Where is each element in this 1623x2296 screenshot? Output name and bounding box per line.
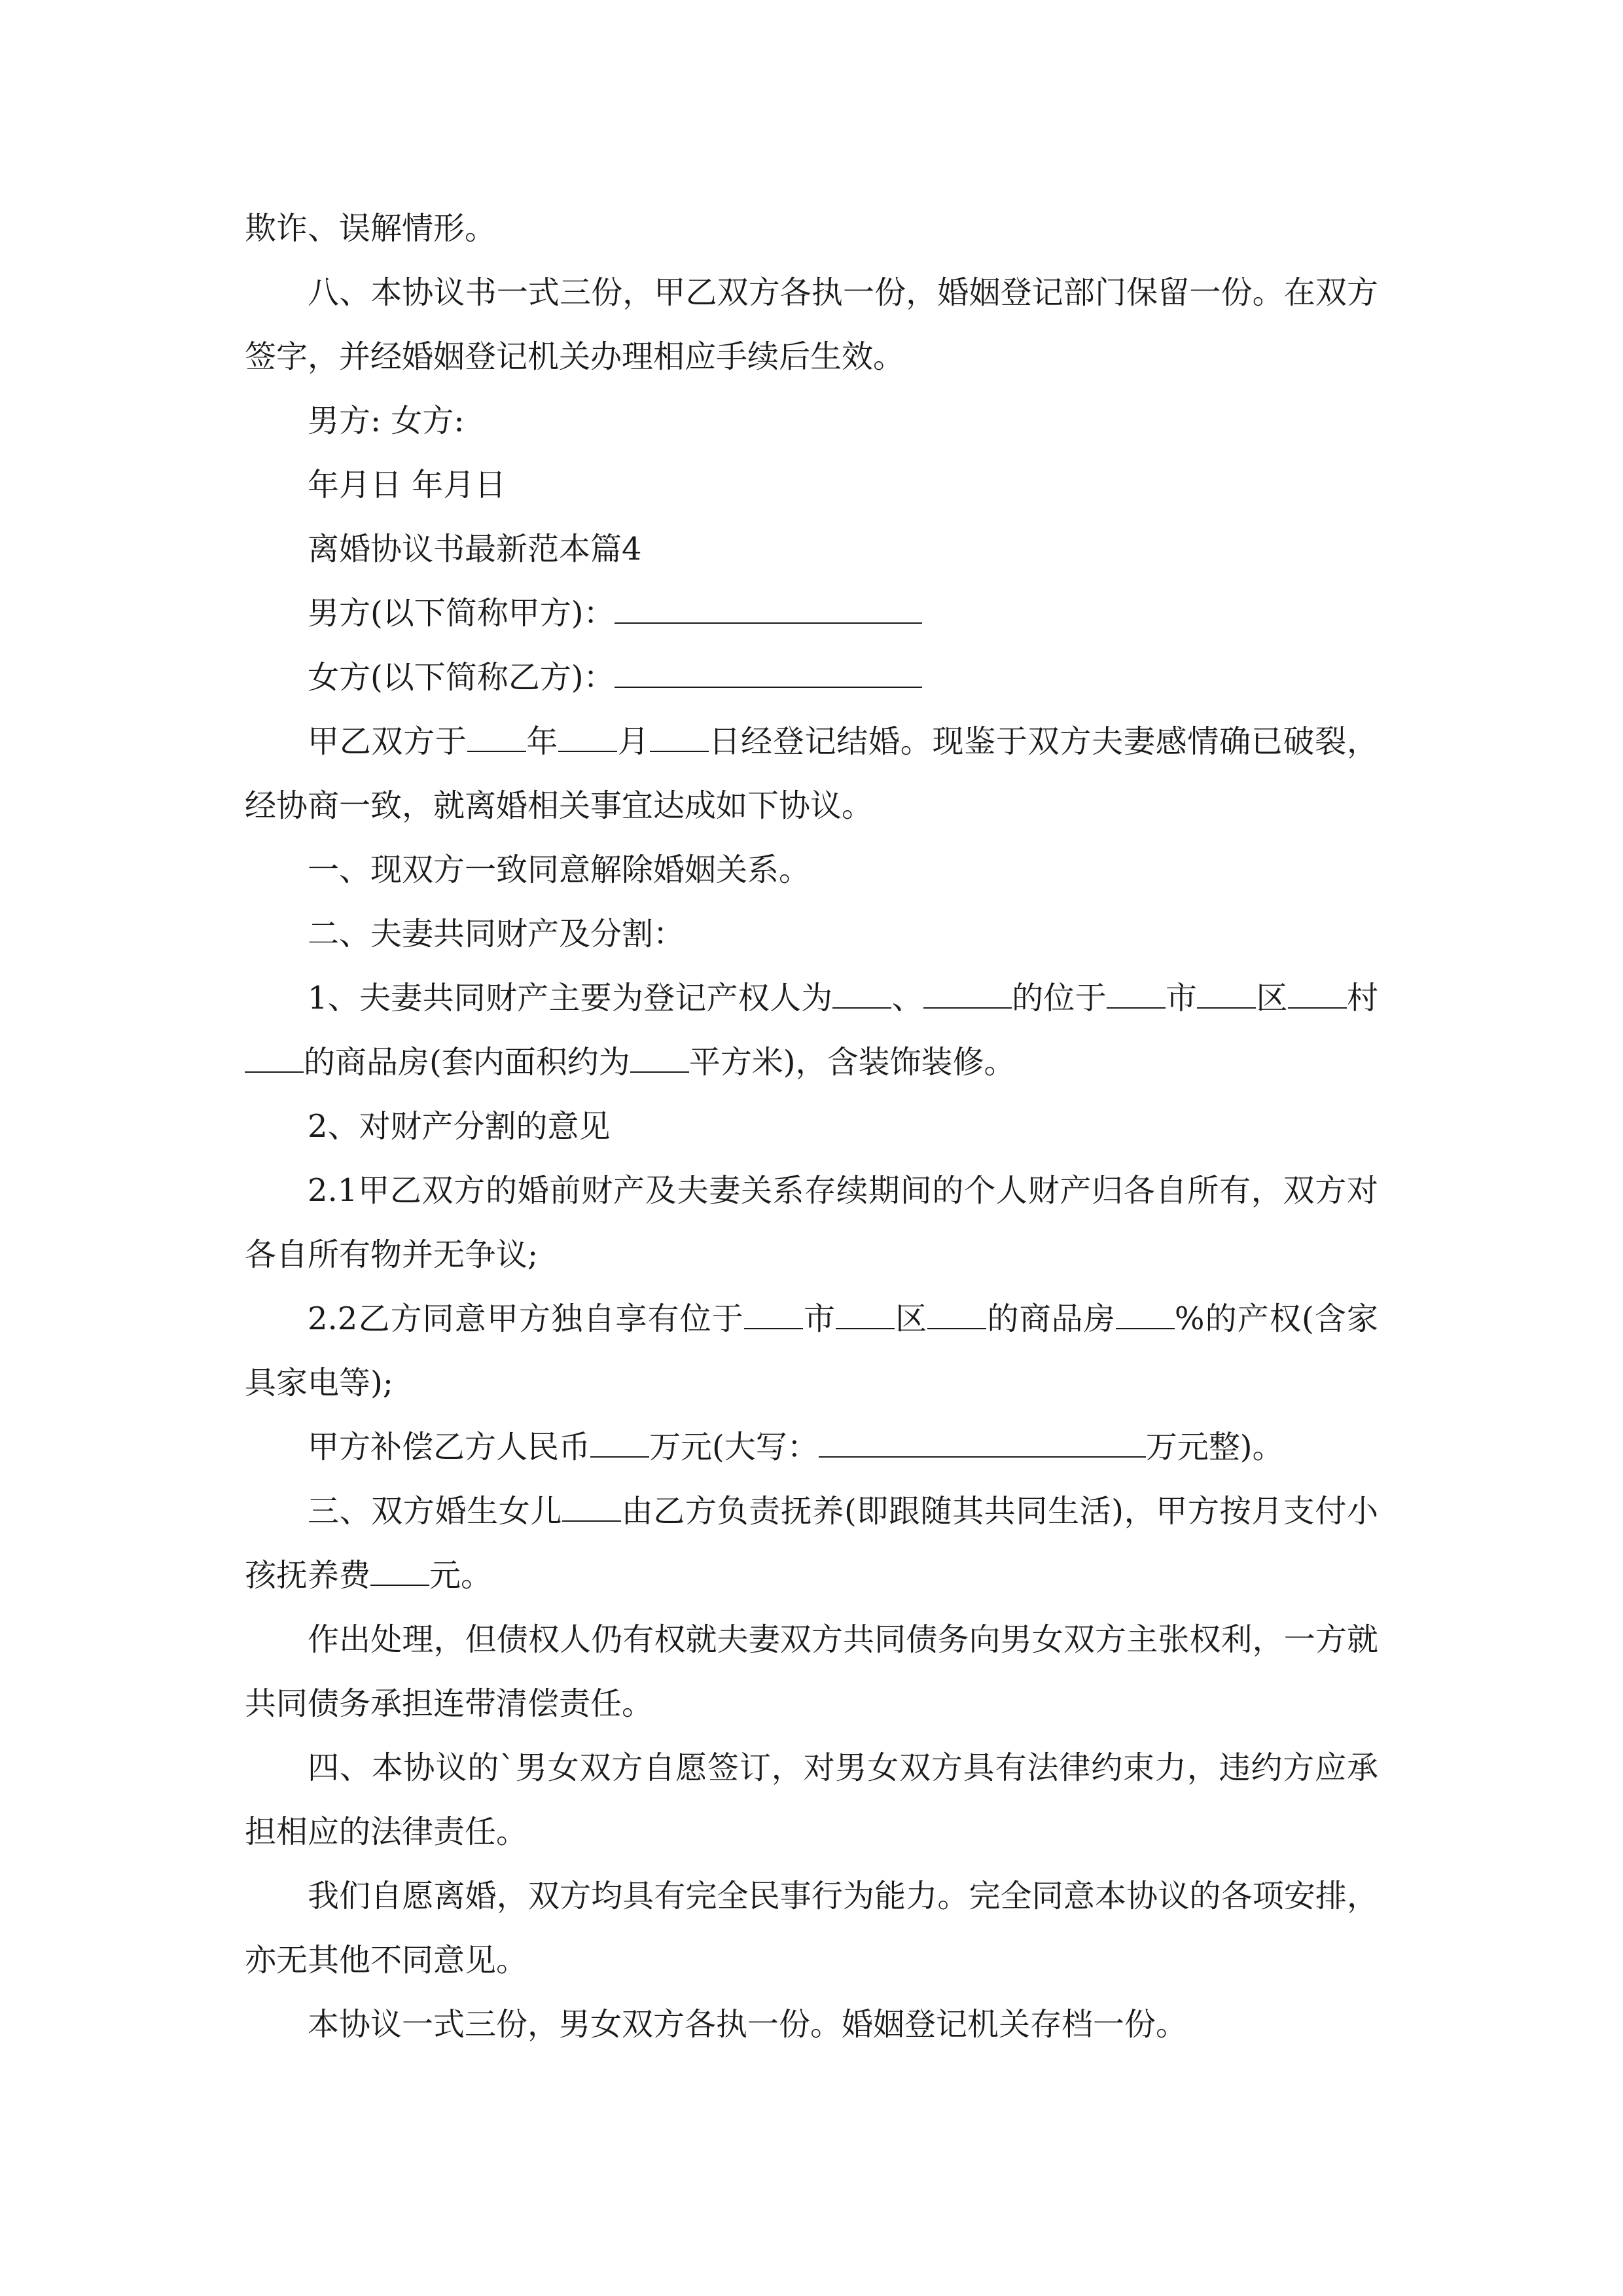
- party-male-line: [245, 581, 1378, 645]
- blank-field: [650, 721, 709, 752]
- party-female-line: [245, 645, 1378, 709]
- text-segment: 2.2乙方同意甲方独自享有位于: [308, 1300, 744, 1337]
- text-segment: 甲乙双方于: [308, 723, 467, 760]
- party-male-label: 男方(以下简称甲方)：: [308, 595, 615, 632]
- text-segment: 1、夫妻共同财产主要为登记产权人为: [308, 980, 833, 1016]
- text-segment: 日经登记结婚。现鉴于双方夫妻感情确已破裂，经协商一致，就离婚相关事宜达成如下协议。: [245, 723, 1378, 824]
- signature-labels: 男方: 女方:: [308, 403, 465, 439]
- blank-field: [744, 1298, 803, 1329]
- text-segment: %的产权(含家具家电等);: [245, 1300, 1378, 1401]
- paragraph-fraud-clause: 欺诈、误解情形。: [245, 210, 497, 247]
- paragraph-voluntary-divorce: 我们自愿离婚，双方均具有完全民事行为能力。完全同意本协议的各项安排，亦无其他不同意见。: [245, 1878, 1378, 1979]
- text-segment: 万元整)。: [1145, 1429, 1284, 1465]
- paragraph-article-one: 一、现双方一致同意解除婚姻关系。: [308, 852, 811, 888]
- text-segment: 村: [1346, 980, 1378, 1016]
- text-segment: 市: [802, 1300, 836, 1337]
- blank-field: [467, 721, 526, 752]
- paragraph-debt-handling: 作出处理，但债权人仍有权就夫妻双方共同债务向男女双方主张权利，一方就共同债务承担连带清偿责任。: [245, 1621, 1378, 1722]
- paragraph-article-eight: 八、本协议书一式三份，甲乙双方各执一份，婚姻登记部门保留一份。在双方签字，并经婚姻登记机关办理相应手续后生效。: [245, 274, 1378, 375]
- blank-field: [923, 977, 1012, 1009]
- blank-field: [615, 592, 922, 624]
- text-segment: 区: [895, 1300, 928, 1337]
- signature-dates: 年月日 年月日: [308, 467, 507, 503]
- paragraph-copies: 本协议一式三份，男女双方各执一份。婚姻登记机关存档一份。: [308, 2006, 1188, 2043]
- party-female-label: 女方(以下简称乙方)：: [308, 659, 615, 696]
- blank-field: [562, 1490, 621, 1522]
- paragraph-article-three: [245, 1479, 1378, 1607]
- blank-field: [1288, 977, 1347, 1009]
- blank-field: [836, 1298, 895, 1329]
- text-segment: 的商品房: [986, 1300, 1116, 1337]
- text-segment: 万元(大写：: [649, 1429, 819, 1465]
- blank-field: [558, 721, 617, 752]
- paragraph-article-two: 二、夫妻共同财产及分割：: [308, 916, 685, 952]
- text-segment: 市: [1165, 980, 1198, 1016]
- section-title: 离婚协议书最新范本篇4: [308, 531, 642, 567]
- blank-field: [1107, 977, 1166, 1009]
- text-segment: 、: [891, 980, 923, 1016]
- paragraph-joint-property: [245, 966, 1378, 1094]
- paragraph-2-2: [245, 1287, 1378, 1415]
- paragraph-2-1: 2.1甲乙双方的婚前财产及夫妻关系存续期间的个人财产归各自所有，双方对各自所有物并无争议;: [245, 1172, 1378, 1273]
- paragraph-division-opinion: 2、对财产分割的意见: [308, 1108, 611, 1145]
- blank-field: [927, 1298, 986, 1329]
- blank-field: [615, 656, 922, 688]
- text-segment: 平方米)，含装饰装修。: [688, 1044, 1016, 1081]
- text-segment: 元。: [429, 1557, 493, 1594]
- text-segment: 甲方补偿乙方人民币: [308, 1429, 591, 1465]
- text-segment: 的位于: [1011, 980, 1107, 1016]
- blank-field: [832, 977, 891, 1009]
- text-segment: 的商品房(套内面积约为: [304, 1044, 630, 1081]
- document-page: [245, 196, 1378, 2056]
- text-segment: 三、双方婚生女儿: [308, 1493, 562, 1530]
- text-segment: 区: [1256, 980, 1288, 1016]
- paragraph-marriage-registration: [245, 709, 1378, 838]
- blank-field: [245, 1041, 304, 1073]
- blank-field: [590, 1426, 649, 1458]
- blank-field: [1197, 977, 1256, 1009]
- blank-field: [1116, 1298, 1175, 1329]
- paragraph-compensation: [245, 1415, 1378, 1479]
- blank-field: [630, 1041, 689, 1073]
- blank-field: [370, 1554, 429, 1586]
- blank-field: [819, 1426, 1146, 1458]
- text-segment: 月: [617, 723, 650, 760]
- text-segment: 年: [526, 723, 559, 760]
- paragraph-article-four: 四、本协议的`男女双方自愿签订，对男女双方具有法律约束力，违约方应承担相应的法律责任。: [245, 1749, 1378, 1850]
- text-segment: 由乙方负责抚养(即跟随其共同生活)，甲方按月支付小孩抚养费: [245, 1493, 1378, 1594]
